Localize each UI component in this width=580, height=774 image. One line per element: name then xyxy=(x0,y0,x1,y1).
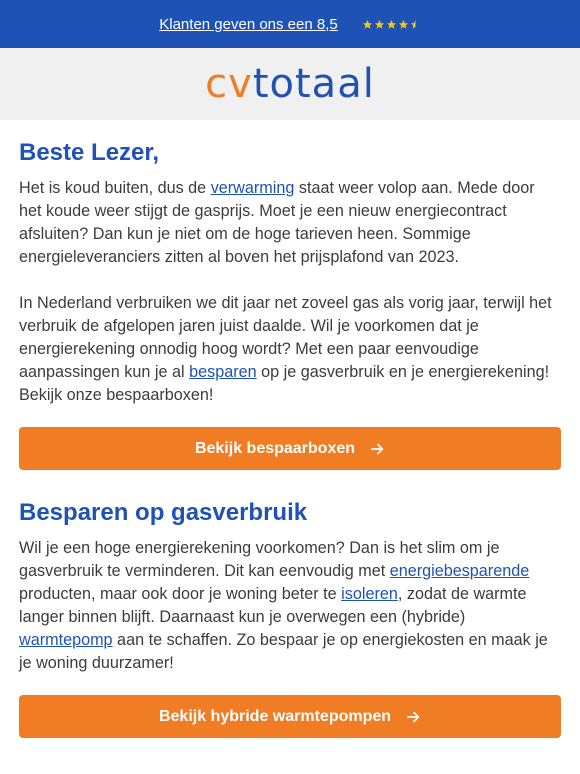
text: Het is koud buiten, dus de xyxy=(19,179,211,197)
text: op je gasverbruik en je energierekening! Bekijk onze bespaarboxen! xyxy=(19,363,550,404)
button-label: Bekijk bespaarboxen xyxy=(194,439,356,457)
star-icon xyxy=(362,19,373,30)
text: staat weer volop aan. Mede door het koude weer stijgt de gasprijs. Moet je een nieuw energiecontract afsluiten? Dan kun je niet om de hoge tarieven heen. Sommige energieleveranciers zitten al boven het prijsplafond van 2023. xyxy=(19,179,535,266)
text: In Nederland verbruiken we dit jaar net zoveel gas als vorig jaar, terwijl het verbruik de afgelopen jaren juist daalde. Wil je voorkomen dat je energierekening onnodig hoog wordt? Met een paar eenvoudige aanpassingen kun je al xyxy=(19,294,552,381)
rating-link[interactable]: Klanten geven ons een 8,5 xyxy=(159,15,338,33)
star-icon xyxy=(374,19,385,30)
hybride-warmtepompen-button[interactable] xyxy=(19,695,561,738)
greeting-heading: Beste Lezer, xyxy=(19,139,160,166)
arrow-right-icon xyxy=(371,442,385,456)
gasverbruik-paragraph xyxy=(19,537,561,675)
header xyxy=(0,48,580,120)
text: producten, maar ook door je woning beter te xyxy=(19,585,342,603)
arrow-right-icon xyxy=(407,710,421,724)
link-isoleren[interactable]: isoleren xyxy=(341,585,398,603)
rating-bar xyxy=(0,0,580,48)
button-label: Bekijk hybride warmtepompen xyxy=(158,707,392,725)
star-icon xyxy=(386,19,397,30)
main-content xyxy=(0,138,580,738)
logo-part-totaal: totaal xyxy=(252,61,375,107)
logo-part-cv: cv xyxy=(205,61,253,107)
bespaarboxen-button[interactable] xyxy=(19,427,561,470)
link-energiebesparende[interactable]: energiebesparende xyxy=(389,562,530,580)
link-warmtepomp[interactable]: warmtepomp xyxy=(19,631,113,649)
star-rating xyxy=(362,19,421,30)
text: Wil je een hoge energierekening voorkomen? Dan is het slim om je gasverbruik te verminderen. Dit kan eenvoudig met xyxy=(19,539,500,580)
text: aan te schaffen. Zo bespaar je op energiekosten en maak je je woning duurzamer! xyxy=(19,631,548,672)
gas-usage-paragraph xyxy=(19,292,561,407)
section-heading-gasverbruik: Besparen op gasverbruik xyxy=(19,499,308,526)
link-verwarming[interactable]: verwarming xyxy=(210,179,295,197)
star-icon xyxy=(398,19,409,30)
text: , zodat de warmte langer binnen blijft. Daarnaast kun je overwegen een (hybride) xyxy=(19,585,527,626)
intro-paragraph xyxy=(19,177,561,269)
cvtotaal-logo[interactable] xyxy=(205,61,375,107)
link-besparen[interactable]: besparen xyxy=(189,363,257,381)
half-star-icon xyxy=(410,19,421,30)
